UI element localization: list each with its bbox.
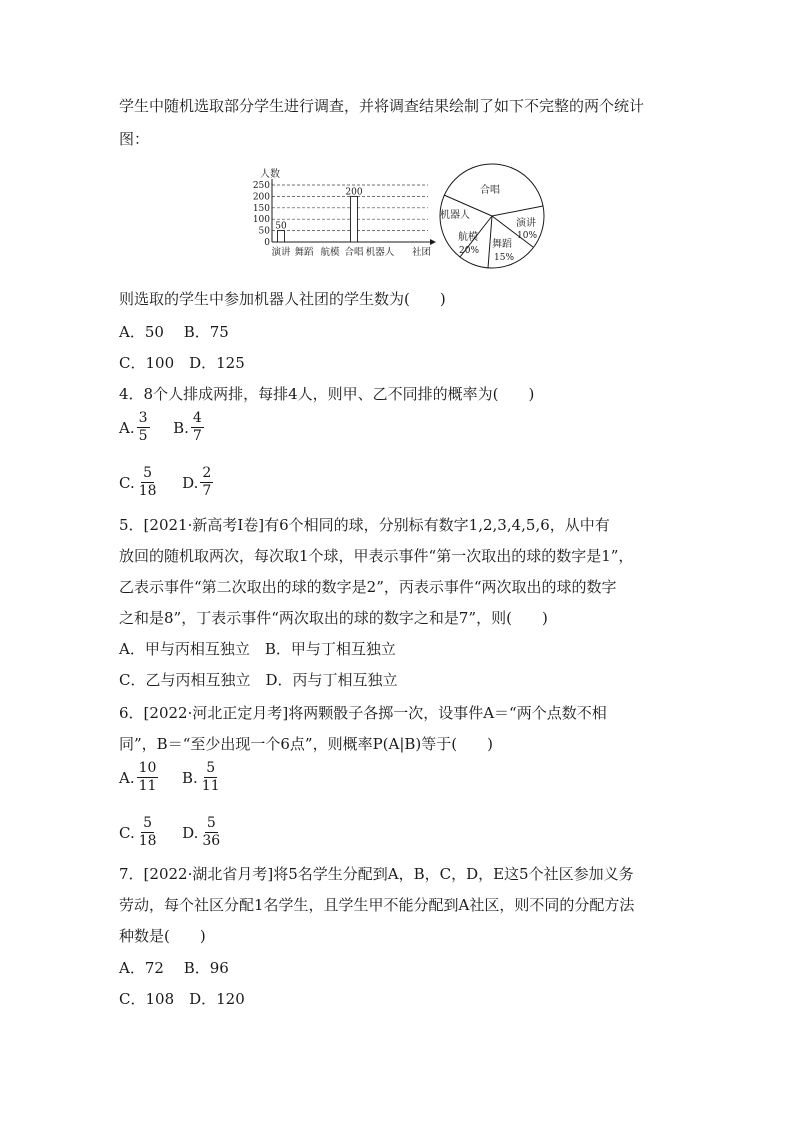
pie-pct-speech: 10% xyxy=(517,231,538,241)
pie-label-chorus: 合唱 xyxy=(480,185,500,196)
q6-d-den: 36 xyxy=(202,833,221,849)
bar-演讲 xyxy=(278,231,285,242)
q6-a-num: 10 xyxy=(138,760,157,776)
q4-b-fraction xyxy=(191,410,204,445)
q3-stem: 则选取的学生中参加机器人社团的学生数为( ) xyxy=(119,290,446,308)
q6-d-fraction xyxy=(200,815,222,850)
q4-c-den: 18 xyxy=(138,483,157,499)
bar-category-label: 合唱 xyxy=(344,247,364,258)
pie-chart xyxy=(434,162,550,270)
q4-options-ab xyxy=(119,410,206,445)
q7-line-2: 劳动，每个社区分配1名学生，且学生甲不能分配到A社区，则不同的分配方法 xyxy=(119,896,635,914)
bar-ytick-label: 0 xyxy=(264,238,270,248)
bar-chart-ylabel: 人数 xyxy=(260,169,280,180)
bar-chart-xlabel: 社团 xyxy=(412,247,432,258)
q4-c-num: 5 xyxy=(143,465,153,481)
bar-ytick-label: 50 xyxy=(258,226,270,237)
q4-b-label: B. xyxy=(173,418,189,437)
bar-category-label: 航模 xyxy=(320,247,340,258)
q5-line-4: 之和是8”，丁表示事件“两次取出的球的数字之和是7”，则( ) xyxy=(119,609,548,627)
bar-data-label: 50 xyxy=(275,221,287,232)
bar-category-label: 机器人 xyxy=(365,247,395,258)
q4-d-label: D. xyxy=(182,473,199,492)
q6-options-ab xyxy=(119,760,224,795)
bar-ytick-label: 250 xyxy=(252,181,270,191)
q6-c-label: C. xyxy=(119,823,135,842)
bar-合唱 xyxy=(351,196,358,242)
q6-c-fraction xyxy=(137,815,159,850)
bar-data-label: 200 xyxy=(345,187,363,198)
q6-b-fraction xyxy=(200,760,222,795)
q7-line-1: 7．[2022·湖北省月考]将5名学生分配到A，B，C，D，E这5个社区参加义务 xyxy=(119,865,634,883)
q6-b-label: B. xyxy=(182,768,198,787)
pie-label-dance: 舞蹈 xyxy=(492,239,512,250)
bar-chart xyxy=(252,165,436,263)
q6-a-fraction xyxy=(137,760,159,795)
q4-d-fraction xyxy=(200,465,213,500)
q6-d-label: D. xyxy=(182,823,199,842)
q4-a-label: A. xyxy=(119,418,135,437)
q5-line-1: 5．[2021·新高考Ⅰ卷]有6个相同的球，分别标有数字1,2,3,4,5,6，从中有 xyxy=(119,516,610,534)
q6-b-den: 11 xyxy=(201,778,220,794)
q5-options-ab: A．甲与丙相互独立 B．甲与丁相互独立 xyxy=(119,640,396,658)
q5-options-cd: C．乙与丙相互独立 D．丙与丁相互独立 xyxy=(119,671,398,689)
q6-d-num: 5 xyxy=(206,815,216,831)
bar-category-label: 演讲 xyxy=(271,247,291,258)
q6-c-den: 18 xyxy=(138,833,157,849)
q3-options-ab: A．50 B．75 xyxy=(119,323,229,341)
q4-a-num: 3 xyxy=(138,410,148,426)
q4-b-num: 4 xyxy=(192,410,202,426)
q4-a-fraction xyxy=(137,410,150,445)
q4-b-den: 7 xyxy=(192,428,202,444)
q6-a-label: A. xyxy=(119,768,135,787)
q3-options-cd: C．100 D．125 xyxy=(119,354,245,372)
pie-divider-2 xyxy=(492,206,543,216)
q6-options-cd xyxy=(119,815,224,850)
q5-line-2: 放回的随机取两次，每次取1个球，甲表示事件“第一次取出的球的数字是1”， xyxy=(119,547,634,565)
bar-category-label: 舞蹈 xyxy=(294,247,314,258)
q4-c-fraction xyxy=(137,465,159,500)
q6-line-2: 同”，B＝“至少出现一个6点”，则概率P(A|B)等于( ) xyxy=(119,735,493,753)
intro-line-1: 学生中随机选取部分学生进行调查，并将调查结果绘制了如下不完整的两个统计 xyxy=(119,97,645,115)
q4-c-label: C. xyxy=(119,473,135,492)
pie-label-speech: 演讲 xyxy=(516,218,536,229)
bar-ytick-label: 100 xyxy=(252,215,270,226)
q4-d-num: 2 xyxy=(202,465,212,481)
q4-stem: 4．8个人排成两排，每排4人，则甲、乙不同排的概率为( ) xyxy=(119,385,535,403)
bar-ytick-label: 200 xyxy=(252,192,270,203)
q6-c-num: 5 xyxy=(143,815,153,831)
pie-pct-dance: 15% xyxy=(494,253,515,263)
q6-b-num: 5 xyxy=(206,760,216,776)
q4-a-den: 5 xyxy=(138,428,148,444)
pie-pct-model: 20% xyxy=(459,246,480,256)
pie-label-robot: 机器人 xyxy=(440,210,470,221)
intro-line-2: 图： xyxy=(119,130,150,148)
q7-options-ab: A．72 B．96 xyxy=(119,959,229,977)
pie-label-model: 航模 xyxy=(458,232,478,243)
q5-line-3: 乙表示事件“第二次取出的球的数字是2”，丙表示事件“两次取出的球的数字 xyxy=(119,578,617,596)
q6-line-1: 6．[2022·河北正定月考]将两颗骰子各掷一次，设事件A＝“两个点数不相 xyxy=(119,704,607,722)
q6-a-den: 11 xyxy=(138,778,157,794)
q7-line-3: 种数是( ) xyxy=(119,927,206,945)
q7-options-cd: C．108 D．120 xyxy=(119,990,245,1008)
q4-d-den: 7 xyxy=(202,483,212,499)
q4-options-cd xyxy=(119,465,215,500)
bar-ytick-label: 150 xyxy=(252,203,270,214)
